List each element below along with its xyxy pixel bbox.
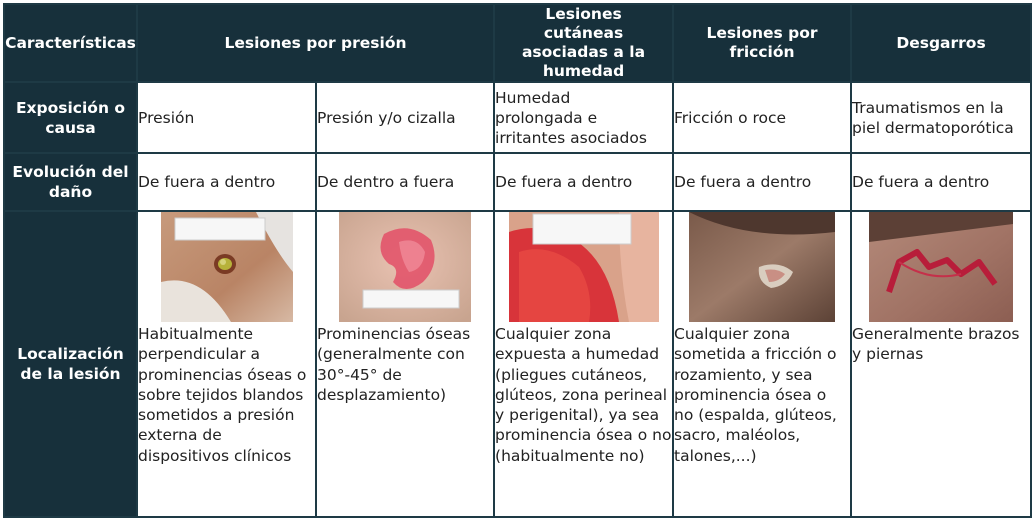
header-lesiones-friccion: Lesiones por fricción xyxy=(673,4,851,82)
cell-evolucion-friccion: De fuera a dentro xyxy=(673,153,851,211)
desc-localizacion-desgarros: Generalmente brazos y piernas xyxy=(852,325,1020,364)
desc-localizacion-presion-2: Prominencias óseas (generalmente con 30°-45° de desplazamiento) xyxy=(317,325,471,404)
header-row xyxy=(4,4,1031,82)
cell-evolucion-presion-2: De dentro a fuera xyxy=(316,153,494,211)
cell-exposicion-presion-2: Presión y/o cizalla xyxy=(316,82,494,153)
desc-localizacion-humedad: Cualquier zona expuesta a humedad (pliegues cutáneos, glúteos, zona perineal y perigenital), ya sea prominencia ósea o no (habitualmente no) xyxy=(495,325,672,465)
header-lesiones-humedad: Lesiones cutáneas asociadas a la humedad xyxy=(494,4,673,82)
pressure-shear-photo xyxy=(339,212,471,322)
cell-exposicion-desgarros: Traumatismos en la piel dermatoporótica xyxy=(851,82,1031,153)
moisture-lesion-photo xyxy=(509,212,659,322)
header-lesiones-presion: Lesiones por presión xyxy=(137,4,494,82)
row-exposicion xyxy=(4,82,1031,153)
cell-localizacion-presion-1 xyxy=(137,211,316,517)
skin-tear-photo xyxy=(869,212,1013,322)
header-desgarros: Desgarros xyxy=(851,4,1031,82)
desc-localizacion-presion-1: Habitualmente perpendicular a prominencias óseas o sobre tejidos blandos sometidos a presión externa de dispositivos clínicos xyxy=(138,325,307,465)
cell-localizacion-friccion xyxy=(673,211,851,517)
lesion-comparison-table xyxy=(3,3,1032,518)
desc-localizacion-friccion: Cualquier zona sometida a fricción o rozamiento, y sea prominencia ósea o no (espalda, glúteos, sacro, maléolos, talones,...) xyxy=(674,325,837,465)
cell-exposicion-humedad: Humedad prolongada e irritantes asociados xyxy=(494,82,673,153)
header-caracteristicas: Características xyxy=(4,4,137,82)
cell-exposicion-presion-1: Presión xyxy=(137,82,316,153)
cell-evolucion-presion-1: De fuera a dentro xyxy=(137,153,316,211)
cell-evolucion-desgarros: De fuera a dentro xyxy=(851,153,1031,211)
cell-exposicion-friccion: Fricción o roce xyxy=(673,82,851,153)
cell-localizacion-desgarros xyxy=(851,211,1031,517)
row-label-evolucion: Evolución del daño xyxy=(4,153,137,211)
friction-lesion-photo xyxy=(689,212,835,322)
cell-localizacion-humedad xyxy=(494,211,673,517)
row-evolucion xyxy=(4,153,1031,211)
pressure-ulcer-photo xyxy=(161,212,293,322)
row-label-exposicion: Exposición o causa xyxy=(4,82,137,153)
cell-localizacion-presion-2 xyxy=(316,211,494,517)
cell-evolucion-humedad: De fuera a dentro xyxy=(494,153,673,211)
row-localizacion xyxy=(4,211,1031,517)
row-label-localizacion: Localización de la lesión xyxy=(4,211,137,517)
